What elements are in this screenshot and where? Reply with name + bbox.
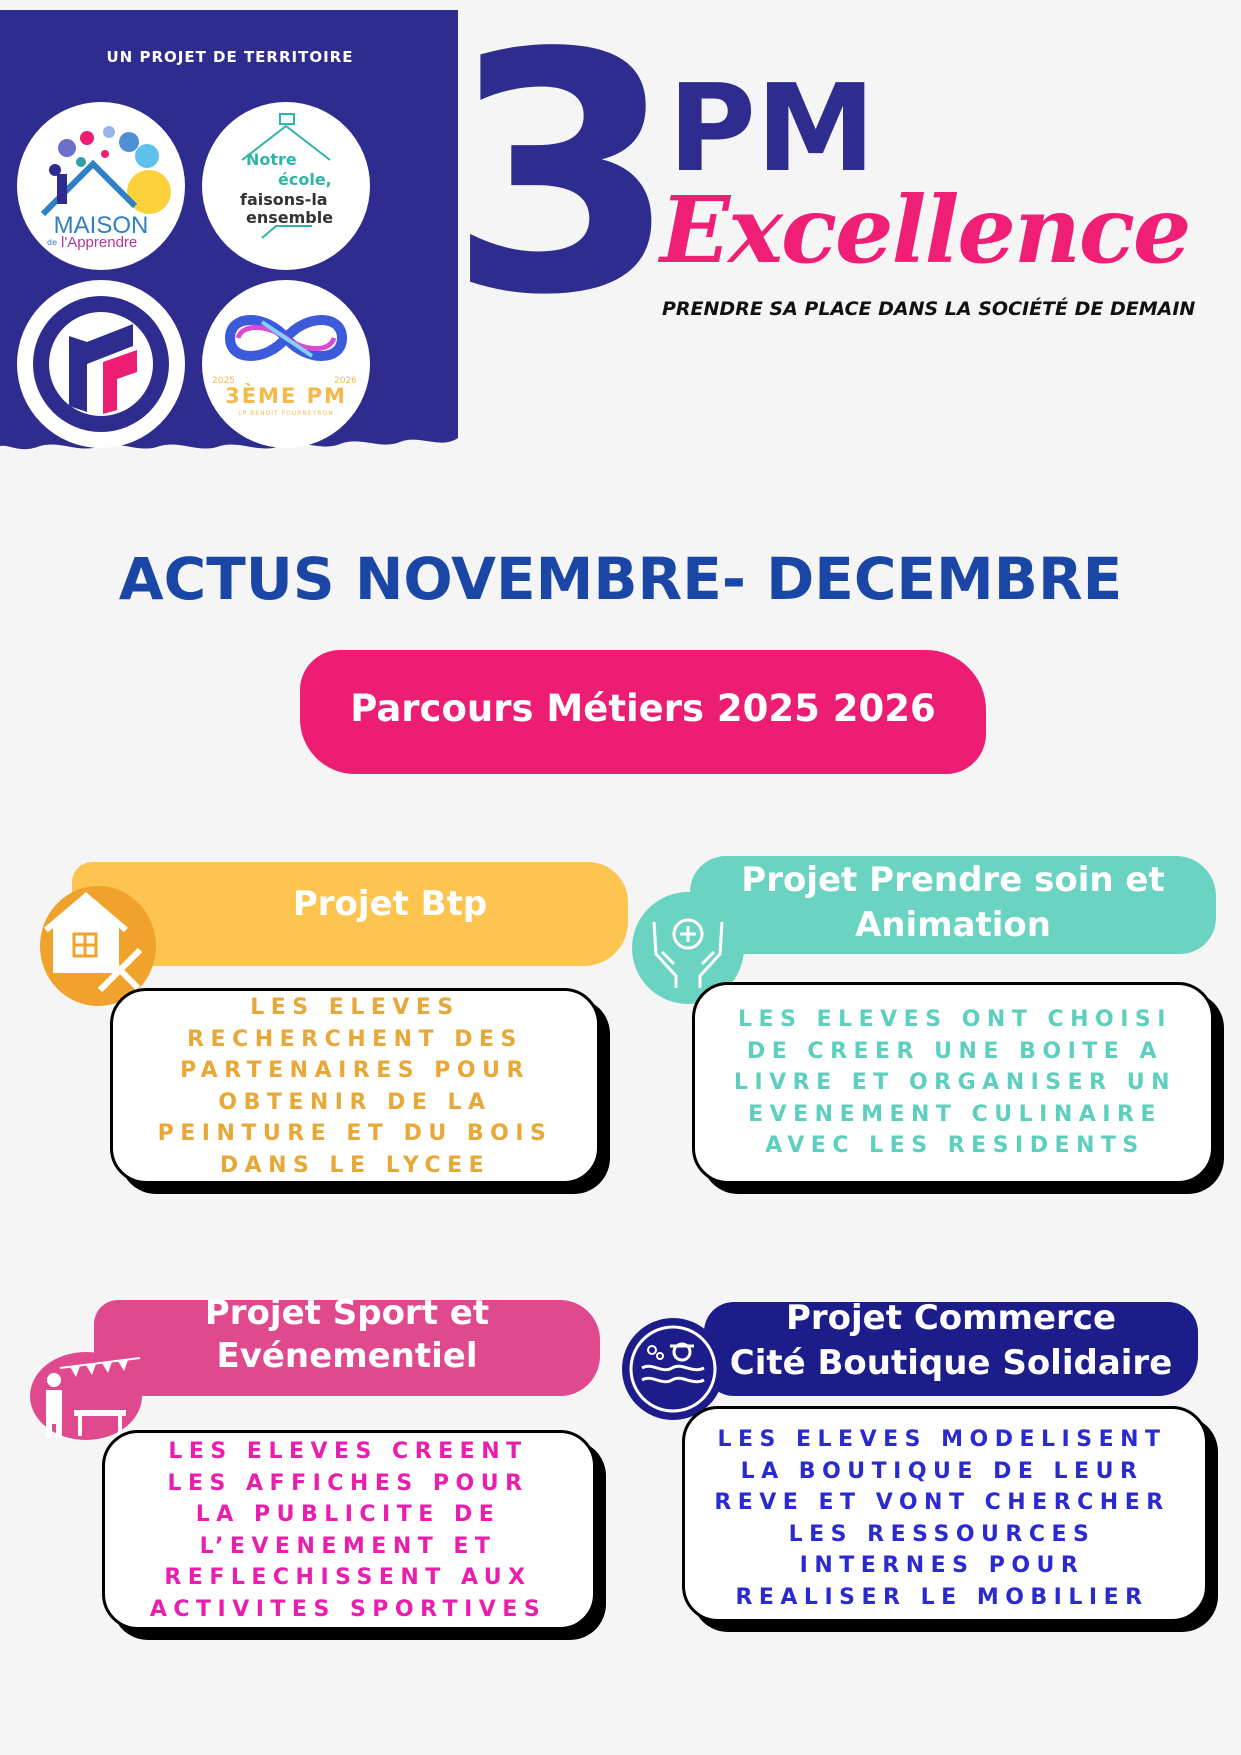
kicker-text: UN PROJET DE TERRITOIRE [106,48,354,66]
project-care-text [702,1004,1208,1162]
text-line: AVEC LES RESIDENTS [765,1133,1145,1158]
text-line: DE CREER UNE BOITE A [746,1038,1164,1064]
text-line: DANS LE LYCEE [219,1152,491,1178]
maison-logo-subtitle: l'Apprendre [61,234,138,251]
project-care-title [690,858,1216,948]
ecole-line1: Notre [246,150,297,169]
project-commerce-text [676,1424,1208,1613]
text-line: LA BOUTIQUE DE LEUR [740,1458,1144,1484]
big-three: 3 [448,0,668,367]
project-btp-text [110,992,600,1181]
excellence-heading: Excellence [660,176,1190,284]
maison-apprendre-logo [17,102,185,270]
project-commerce-title [704,1296,1198,1386]
pm-logo-subtitle: LP BENOIT FOURNEYRON [238,410,334,417]
project-care-title-line2: Animation [854,905,1051,945]
text-line: REALISER LE MOBILIER [735,1584,1149,1610]
project-btp-title: Projet Btp [292,884,488,924]
event-host-icon [30,1352,142,1440]
text-line: LES ELEVES CREENT [168,1439,528,1464]
text-line: PARTENAIRES POUR [180,1058,530,1083]
notre-ecole-logo [202,102,370,270]
project-commerce-badge [622,1318,724,1420]
troisieme-pm-logo [202,280,370,448]
text-line: INTERNES POUR [799,1553,1085,1578]
pm-year-right: 2026 [334,376,357,386]
maison-logo-de: de [47,238,57,247]
project-sport-title [94,1292,600,1378]
pm-heading: PM [668,60,876,199]
infinity-ribbon-icon [202,280,370,448]
project-commerce-title-line1: Projet Commerce [785,1298,1117,1338]
text-line: LES RESSOURCES [788,1521,1096,1547]
lycee-logo [17,280,185,448]
text-line: LA PUBLICITE DE [195,1502,501,1527]
text-line: EVENEMENT CULINAIRE [748,1101,1162,1127]
project-sport-text [100,1436,596,1625]
text-line: LES ELEVES MODELISENT [717,1427,1167,1452]
lycee-monogram-icon [17,280,185,448]
project-commerce-title-line2: Cité Boutique Solidaire [729,1343,1173,1383]
text-line: LES ELEVES ONT CHOISI [738,1007,1172,1032]
text-line: REVE ET VONT CHERCHER [714,1490,1170,1515]
text-line: LIVRE ET ORGANISER UN [733,1070,1177,1095]
text-line: REFLECHISSENT AUX [164,1565,532,1590]
ecole-line2: école, [278,170,332,189]
shop-vendor-icon [622,1318,724,1420]
ecole-line3: faisons-la [240,190,328,209]
page-title: ACTUS NOVEMBRE- DECEMBRE [118,545,1123,613]
text-line: PEINTURE ET DU BOIS [157,1121,553,1146]
project-sport-title-line2: Evénementiel [216,1336,478,1376]
project-sport-badge [30,1352,142,1440]
tagline: PRENDRE SA PLACE DANS LA SOCIÉTÉ DE DEMAIN [662,298,1196,320]
text-line: L’EVENEMENT ET [199,1533,497,1559]
project-sport-title-line1: Projet Sport et [204,1293,490,1333]
text-line: RECHERCHENT DES [187,1026,523,1052]
text-line: OBTENIR DE LA [218,1089,492,1115]
subtitle-text: Parcours Métiers 2025 2026 [350,687,936,730]
maison-logo-title: MAISON [53,212,149,239]
pm-year-left: 2025 [212,376,235,386]
text-line: LES ELEVES [250,995,460,1020]
pm-logo-title: 3ÈME PM [225,384,347,408]
text-line: ACTIVITES SPORTIVES [149,1596,547,1622]
ecole-line4: ensemble [246,208,334,227]
text-line: LES AFFICHES POUR [167,1470,529,1496]
project-care-title-line1: Projet Prendre soin et [741,860,1165,900]
